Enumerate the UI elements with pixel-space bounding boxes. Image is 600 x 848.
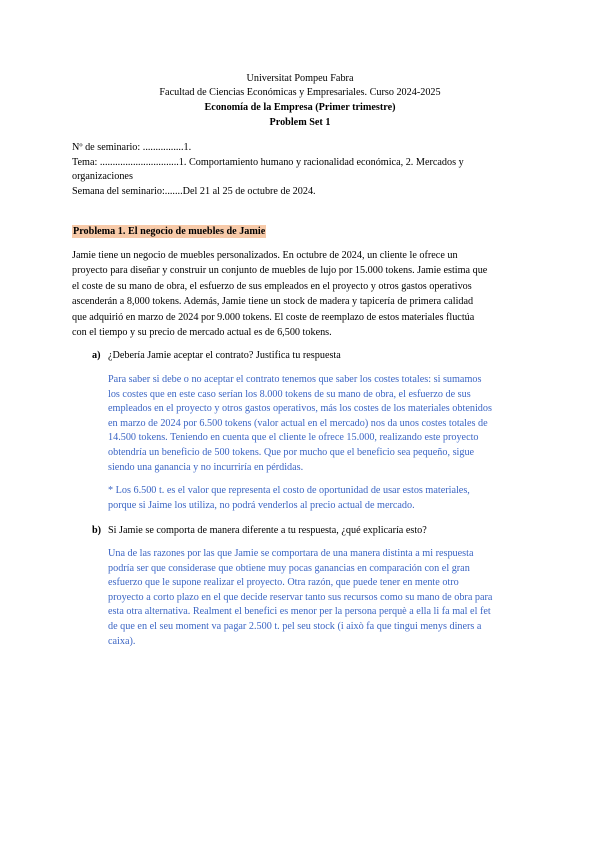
answer-line: de que en el seu moment va pagar 2.500 t. pel seu stock (i això fa que tingui menys diners a: [108, 620, 482, 632]
university-name: Universitat Pompeu Fabra: [246, 73, 354, 84]
question-a-label: a): [92, 350, 101, 361]
answer-line: en marzo de 2024 por 6.500 tokens (valor actual en el mercado) nos da unos costes totales de: [108, 417, 488, 429]
note-line: * Los 6.500 t. es el valor que representa el costo de oportunidad de usar estos materiales,: [108, 485, 470, 496]
statement-line: el coste de su mano de obra, el esfuerzo de sus empleados en el proyecto y otros gastos operativos: [72, 280, 472, 292]
seminar-number: Nº de seminario: ................1.: [72, 142, 192, 153]
answer-line: proyecto a corto plazo en el que decide reservar tanto sus recursos como su mano de obra para: [108, 591, 493, 603]
answer-line: empleados en el proyecto y otros gastos operativos, más los costes de los materiales obtenidos: [108, 403, 492, 415]
answer-line: obtendría un beneficio de 500 tokens. Que por mucho que el beneficio sea pequeño, sigue: [108, 446, 475, 458]
answer-line: Una de las razones por las que Jamie se comportara de una manera distinta a mi respuesta: [108, 548, 474, 559]
question-a-text: ¿Debería Jamie aceptar el contrato? Justifica tu respuesta: [108, 350, 341, 361]
course-title: Economía de la Empresa (Primer trimestre): [204, 102, 396, 113]
question-b-label: b): [92, 525, 102, 536]
answer-b: [108, 547, 528, 649]
question-b-text: Si Jamie se comporta de manera diferente a tu respuesta, ¿qué explicaría esto?: [108, 525, 427, 536]
answer-line: caixa).: [108, 635, 136, 647]
answer-line: los costes que en este caso serían los 8.000 tokens de su mano de obra, el esfuerzo de sus: [108, 388, 471, 400]
problem-title: Problema 1. El negocio de muebles de Jamie: [73, 226, 266, 237]
answer-line: siendo una ganancia y no incurriría en pérdidas.: [108, 461, 304, 473]
statement-line: con el tiempo y su precio de mercado actual es de 6,500 tokens.: [72, 327, 332, 339]
answer-a: [108, 373, 528, 475]
answer-line: esta otra alternativa. Realment el benefici es menor per la persona perquè a ella li fa mal el fet: [108, 606, 491, 618]
note-line: porque si Jaime los utiliza, no podrá venderlos al precio actual de mercado.: [108, 499, 415, 511]
problem-set-title: Problem Set 1: [269, 117, 331, 128]
faculty-line: Facultad de Ciencias Económicas y Empresariales. Curso 2024-2025: [159, 87, 441, 98]
statement-line: proyecto para diseñar y construir un conjunto de muebles de lujo por 15.000 tokens. Jamie estima que: [72, 265, 488, 277]
answer-line: Para saber si debe o no aceptar el contrato tenemos que saber los costes totales: si sumamos: [108, 374, 482, 385]
statement-line: que adquirió en marzo de 2024 por 9.000 tokens. El coste de reemplazo de estos materiales fluctúa: [72, 311, 475, 323]
seminar-week: Semana del seminario:.......Del 21 al 25 de octubre de 2024.: [72, 186, 316, 197]
statement-line: ascenderán a 8,000 tokens. Además, Jamie tiene un stock de madera y tapicería de primera calidad: [72, 296, 474, 308]
statement-line: Jamie tiene un negocio de muebles personalizados. En octubre de 2024, un cliente le ofrece un: [72, 250, 458, 261]
problem-statement: [72, 248, 532, 340]
tema-line-2: organizaciones: [72, 171, 133, 182]
tema-line-1: Tema: ...............................1. Comportamiento humano y racionalidad económica, 2. Mercados y: [72, 157, 464, 168]
answer-line: podría ser que considerase que obtiene muy pocas ganancias en comparación con el gran: [108, 562, 470, 574]
answer-line: esfuerzo que le supone realizar el proyecto. Otra razón, que puede tener en mente otro: [108, 577, 459, 589]
answer-a-note: [108, 484, 528, 513]
answer-line: 14.500 tokens. Teniendo en cuenta que el cliente le ofrece 15.000, realizando este proyecto: [108, 432, 479, 444]
